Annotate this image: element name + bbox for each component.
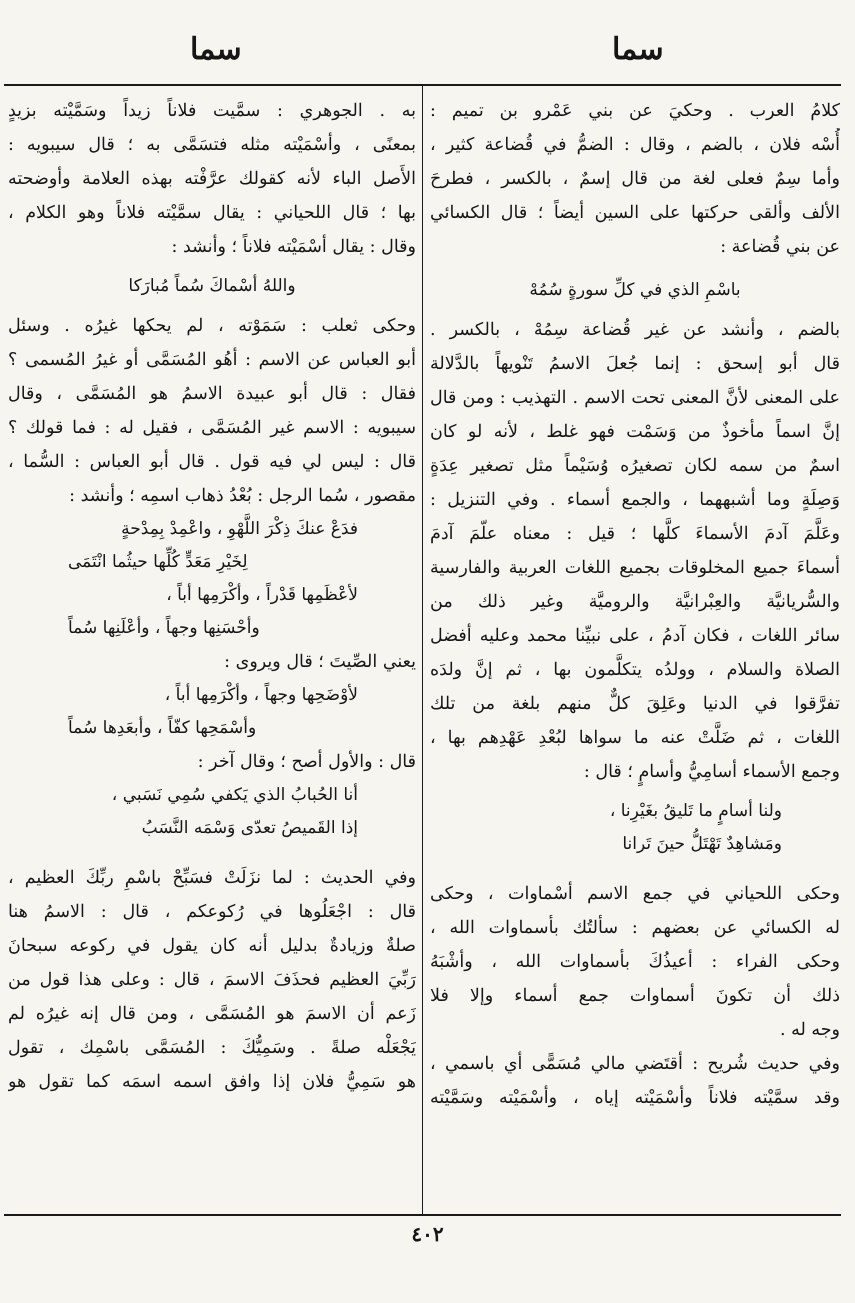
text-line: قال : والأول أصح ؛ وقال آخر : [197, 752, 416, 772]
verse-line: ولنا أسامٍ ما تَليقُ بغَيْرِنا ، [609, 801, 782, 821]
text-line: عن بني قُضاعة : [720, 237, 840, 257]
text-line: وفي الحديث : لما نزَلَتْ فسَبِّحْ باسْمِ ربِّكَ العظيم ، [8, 868, 416, 888]
left-column [8, 94, 416, 1099]
text-line: يعني الصِّيتَ ؛ قال ويروى : [224, 652, 416, 672]
text-line: كلامُ العرب . وحكيَ عن بني عَمْرو بن تميم : [430, 101, 840, 121]
footer-rule [4, 1214, 841, 1216]
text-line: بمعنًى ، وأسْمَيْته مثله فتسَمَّى به ؛ قال سيبويه : [8, 135, 416, 155]
verse-line: وأحْسَنِها وجهاً ، وأعْلَنِها سُماً [68, 618, 260, 638]
right-block-4 [430, 1047, 840, 1115]
text-line: وعَلَّمَ آدمَ الأسماءَ كلَّها ؛ قيل : معناه علّمَ آدمَ [430, 524, 840, 544]
verse-line: لأوْضَحِها وجهاً ، وأكْرَمِها أباً ، [164, 685, 358, 705]
text-line: وجمع الأسماء أسامِيُّ وأسامٍ ؛ قال : [583, 762, 840, 782]
text-line: به . الجوهري : سمَّيت فلاناً زيداً وسَمَّيْته بزيدٍ [8, 101, 416, 121]
text-line: مقصور ، سُما الرجل : بُعْدُ ذهاب اسمِه ؛ وأنشد : [69, 486, 416, 506]
right-block-1 [430, 94, 840, 264]
text-line: فقال : قال أبو عبيدة الاسمُ هو المُسَمَّى ، وقال [8, 384, 416, 404]
text-line: الألف وألقى حركتها على السين أيضاً ؛ قال الكسائي [430, 203, 840, 223]
verse-line: لِخَيْرِ مَعَدٍّ كُلِّها حيثُما انْتَمَى [68, 552, 248, 572]
verse-line: باسْمِ الذي في كلِّ سورةٍ سُمُهْ [529, 280, 741, 300]
text-line: وجه له . [779, 1020, 840, 1040]
text-line: على المعنى لأنَّ المعنى تحت الاسم . التهذيب : ومن قال [430, 388, 840, 408]
right-block-3 [430, 877, 840, 1047]
text-line: وحكى الفراء : أعيذُكَ بأسماوات الله ، وأشْبَهُ [430, 952, 840, 972]
text-line: رَبِّيَ العظيم فحذَفَ الاسمَ ، قال : وعلى هذا قول من [8, 970, 416, 990]
text-line: أُسْه فلان ، بالضم ، وقال : الضمُّ في قُضاعة كثير ، [430, 135, 840, 155]
left-block-2 [8, 309, 416, 513]
text-line: قال أبو إسحق : إنما جُعلَ الاسمُ تَنْويهاً بالدَّلالة [430, 354, 840, 374]
header-word-left: سما [190, 32, 242, 67]
right-column [430, 94, 840, 1115]
text-line: أسماءَ جميع المخلوقات بجميع اللغات العربية والفارسية [430, 558, 840, 578]
text-line: تفرَّقوا في الدنيا وعَلِقَ كلٌّ منهم بلغة من تلك [430, 694, 840, 714]
text-line: اللغات ، ثم ضَلَّتْ عنه ما سواها لبُعْدِ عَهْدِهم بها ، [430, 728, 840, 748]
text-line: زَعم أن الاسمَ هو المُسَمَّى ، ومن قال إنه غيرُه لم [8, 1004, 416, 1024]
verse-line: فدَعْ عنكَ ذِكْرَ اللَّهْوِ ، واعْمِدْ بِمِدْحةٍ [121, 519, 358, 539]
text-line: له الكسائي عن بعضهم : سألتُك بأسماوات الله ، [430, 918, 840, 938]
text-line: اسمٌ من سمه لكان تصغيرُه وُسَيْماً مثل تصغير عِدَةٍ [430, 456, 840, 476]
page-number: ٤٠٢ [411, 1222, 444, 1246]
text-line: الصلاة والسلام ، وولدُه يتكلَّمون بها ، ثم إنَّ ولدَه [430, 660, 840, 680]
text-line: بها ؛ قال اللحياني : يقال سمَّيْته فلاناً وهو الكلام ، [8, 203, 416, 223]
column-divider [422, 86, 423, 1214]
text-line: سيبويه : الاسم غير المُسَمَّى ، فقيل له : فما قولك ؟ [8, 418, 416, 438]
text-line: الأَصل الباء لأنه كقولك عرَّفْته بهذه العلامة وأوضحته [8, 169, 416, 189]
text-line: صلةٌ وزيادةٌ بدليل أنه كان يقول في ركوعه سبحانَ [8, 936, 416, 956]
verse-line: ومَشاهِدٌ تَهْتَلُّ حينَ تَرانا [622, 834, 782, 854]
text-line: والسُّريانيَّة والعِبْرانيَّة والروميَّة وغير ذلك من [430, 592, 840, 612]
left-block-5 [8, 861, 416, 1099]
text-line: قال : اجْعَلُوها في رُكوعكم ، قال : الاسمُ هنا [8, 902, 416, 922]
verse-line: وأسْمَحِها كفّاً ، وأبعَدِها سُماً [68, 718, 257, 738]
verse-line: أنا الحُبابُ الذي يَكفي سُمِي نَسَبي ، [111, 785, 358, 805]
text-line: وحكى ثعلب : سَمَوْته ، لم يحكها غيرُه . وسئل [8, 316, 416, 336]
text-line: وقد سمَّيْته فلاناً وأسْمَيْته إياه ، وأسْمَيْته وسَمَّيْته [430, 1088, 840, 1108]
page-header [0, 30, 855, 70]
verse-line: لأعْظَمِها قَدْراً ، وأكْرَمِها أباً ، [166, 585, 358, 605]
text-line: يَجْعَلْه صلةً . وسَمِيُّكَ : المُسَمَّى باسْمِك ، تقول [8, 1038, 416, 1058]
left-block-1 [8, 94, 416, 264]
text-line: إنَّ اسماً مأخوذٌ من وَسَمْت فهو غلط ، لأنه لو كان [430, 422, 840, 442]
text-line: هو سَمِيُّ فلان إذا وافق اسمه اسمَه كما تقول هو [8, 1072, 416, 1092]
text-line: وقال : يقال أسْمَيْته فلاناً ؛ وأنشد : [171, 237, 416, 257]
text-line: بالضم ، وأنشد عن غير قُضاعة سِمُهْ ، بالكسر . [430, 320, 840, 340]
verse-line: إذا القَميصُ تعدّى وَسْمَه النَّسَبُ [141, 818, 358, 838]
text-line: ذلك أن تكونَ أسماوات جمع أسماء وإلا فلا [430, 986, 840, 1006]
text-line: وَصِلَةٍ وما أشبههما ، والجمع أسماء . وفي التنزيل : [430, 490, 840, 510]
text-line: وفي حديث شُريح : أقتَضي مالي مُسَمًّى أي باسمي ، [430, 1054, 840, 1074]
text-line: وحكى اللحياني في جمع الاسم أسْماوات ، وحكى [430, 884, 840, 904]
header-word-right: سما [612, 32, 664, 67]
verse-line: واللهُ أسْماكَ سُماً مُبارَكا [128, 276, 296, 296]
text-line: أبو العباس عن الاسم : أهُو المُسَمَّى أو غيرُ المُسمى ؟ [8, 350, 416, 370]
right-block-2 [430, 313, 840, 789]
text-line: وأما سِمٌ فعلى لغة من قال إسمٌ ، بالكسر ، فطرحَ [430, 169, 840, 189]
text-line: قال : ليس لي فيه قول . قال أبو العباس : السُّما ، [8, 452, 416, 472]
text-line: سائر اللغات ، فكان آدمُ ، على نبيِّنا محمد وعليه أفضل [430, 626, 840, 646]
